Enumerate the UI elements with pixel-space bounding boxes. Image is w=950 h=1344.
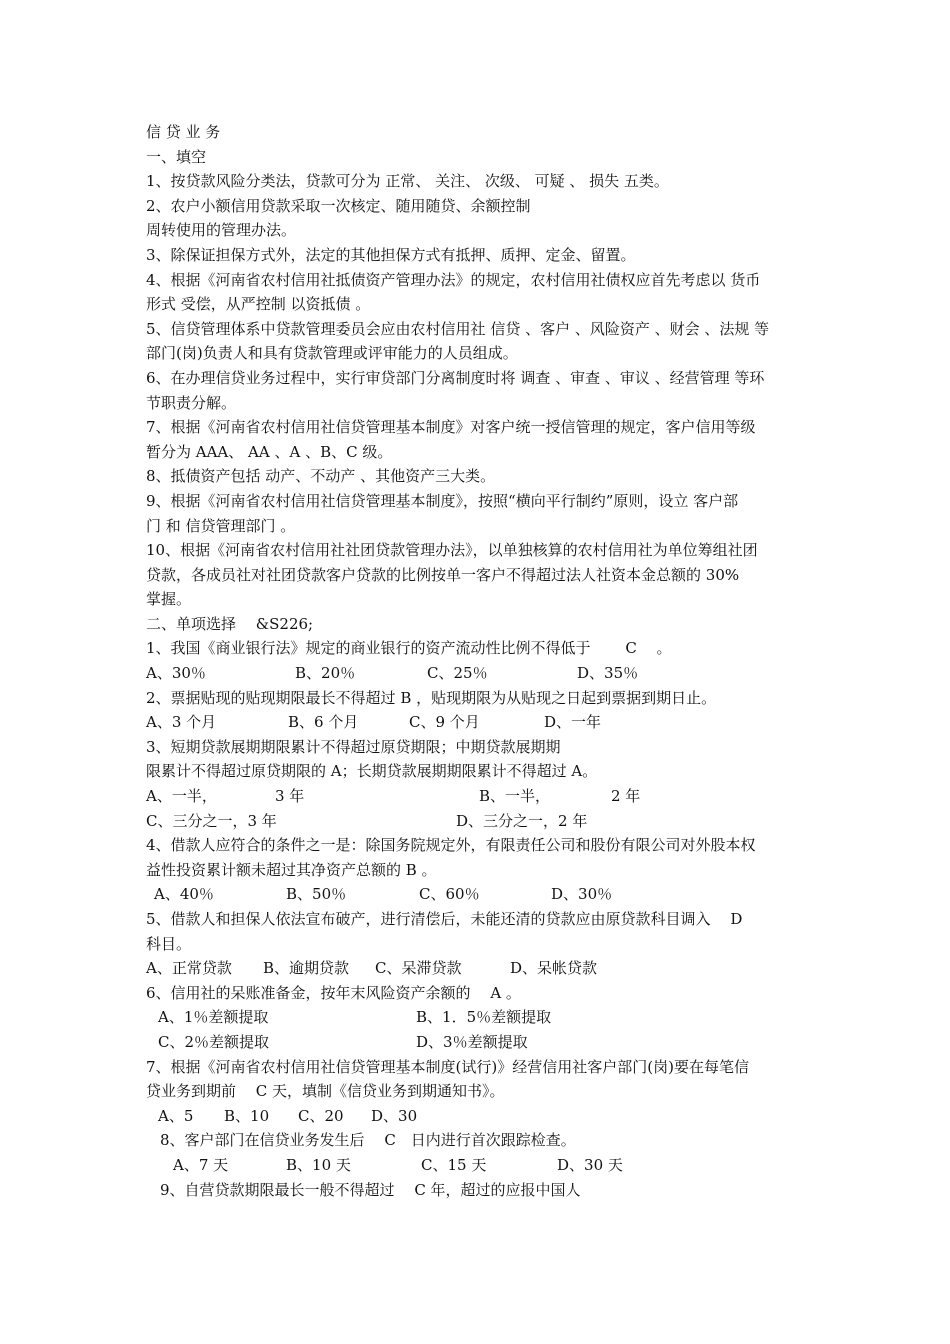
question-3-options (146, 784, 810, 809)
question-4-options (146, 882, 810, 907)
option: A、1％差额提取 (158, 1008, 269, 1027)
option: D、呆帐贷款 (510, 959, 598, 978)
question-1: 1、我国《商业银行法》规定的商业银行的资产流动性比例不得低于 C 。 (146, 639, 672, 658)
fill-line: 8、抵债资产包括 动产、不动产 、其他资产三大类。 (146, 467, 496, 486)
option: C、15 天 (421, 1155, 487, 1174)
fill-line: 掌握。 (146, 590, 192, 609)
option: D、30 天 (557, 1155, 623, 1174)
fill-line: 贷款，各成员社对社团贷款客户贷款的比例按单一客户不得超过法人社资本金总额的 30% (146, 565, 740, 584)
fill-line: 4、根据《河南省农村信用社抵债资产管理办法》的规定，农村信用社债权应首先考虑以 货币 (146, 270, 761, 289)
question-7: 贷业务到期前 C 天，填制《信贷业务到期通知书》。 (146, 1082, 505, 1101)
question-5: 5、借款人和担保人依法宣布破产，进行清偿后，未能还清的贷款应由原贷款科目调入 D (146, 910, 743, 928)
question-8-options (146, 1153, 810, 1178)
question-4: 益性投资累计额未超过其净资产总额的 B 。 (146, 860, 437, 879)
option: A、7 天 (173, 1155, 229, 1174)
question-2: 2、票据贴现的贴现期限最长不得超过 B ，贴现期限为从贴现之日起到票据到期日止。 (146, 688, 717, 707)
option: D、30 (371, 1106, 418, 1125)
fill-line: 10、根据《河南省农村信用社社团贷款管理办法》，以单独核算的农村信用社为单位筹组社团 (146, 541, 758, 560)
doc-title: 信 贷 业 务 (146, 123, 221, 141)
fill-line: 形式 受偿，从严控制 以资抵债 。 (146, 295, 371, 314)
option: C、20 (298, 1106, 344, 1125)
option: A、5 (158, 1106, 194, 1125)
fill-line: 3、除保证担保方式外，法定的其他担保方式有抵押、质押、定金、留置。 (146, 245, 636, 264)
fill-line: 部门(岗)负责人和具有贷款管理或评审能力的人员组成。 (146, 344, 518, 363)
question-2-options (146, 710, 810, 735)
option: A、30％ (146, 664, 206, 683)
option: B、10 天 (286, 1155, 351, 1174)
question-1-options (146, 661, 810, 686)
option: 3 年 (275, 787, 305, 806)
question-7: 7、根据《河南省农村信用社信贷管理基本制度(试行)》经营信用社客户部门(岗)要在每笔信 (146, 1057, 749, 1076)
fill-line: 6、在办理信贷业务过程中，实行审贷部门分离制度时将 调查 、审查 、审议 、经营管理 等环 (146, 368, 765, 387)
option: 2 年 (611, 787, 641, 806)
option: A、正常贷款 (146, 959, 232, 978)
section-heading-choice: 二、单项选择 &S226; (146, 614, 314, 633)
option: C、呆滞贷款 (375, 959, 462, 978)
question-3: 3、短期贷款展期期限累计不得超过原贷期限；中期贷款展期期 (146, 737, 561, 756)
question-6-options (146, 1005, 810, 1030)
option: B、一半， (479, 787, 551, 806)
option: C、2％差额提取 (158, 1032, 270, 1051)
option: C、三分之一，3 年 (146, 811, 277, 830)
option: A、40％ (154, 885, 214, 904)
question-3-options (146, 809, 810, 834)
fill-line: 7、根据《河南省农村信用社信贷管理基本制度》对客户统一授信管理的规定，客户信用等级 (146, 418, 756, 437)
question-6-options (146, 1030, 810, 1055)
section-heading-fill: 一、填空 (146, 147, 207, 166)
fill-line: 门 和 信贷管理部门 。 (146, 516, 296, 535)
fill-line: 1、按贷款风险分类法，贷款可分为 正常、 关注、 次级、 可疑 、 损失 五类。 (146, 172, 669, 191)
question-7-options (146, 1104, 810, 1129)
question-5: 科目。 (146, 934, 192, 953)
question-4: 4、借款人应符合的条件之一是：除国务院规定外，有限责任公司和股份有限公司对外股本权 (146, 836, 756, 855)
option: B、6 个月 (288, 713, 359, 732)
option: B、20％ (295, 664, 356, 683)
option: A、一半， (146, 787, 217, 806)
option: B、10 (224, 1106, 270, 1125)
option: C、25％ (427, 664, 488, 683)
fill-line: 周转使用的管理办法。 (146, 221, 297, 240)
fill-line: 9、根据《河南省农村信用社信贷管理基本制度》，按照“横向平行制约”原则，设立 客户部 (146, 491, 739, 510)
option: D、3％差额提取 (416, 1032, 528, 1051)
option: B、1．5％差额提取 (416, 1008, 552, 1027)
question-8: 8、客户部门在信贷业务发生后 C 日内进行首次跟踪检查。 (160, 1131, 576, 1150)
option: B、逾期贷款 (263, 959, 350, 978)
option: A、3 个月 (146, 713, 217, 732)
document-body (146, 120, 810, 1202)
option: D、35％ (577, 664, 639, 683)
question-9: 9、自营贷款期限最长一般不得超过 C 年，超过的应报中国人 (160, 1180, 581, 1199)
fill-line: 2、农户小额信用贷款采取一次核定、随用随贷、余额控制 (146, 196, 531, 215)
option: D、三分之一，2 年 (456, 811, 588, 830)
option: D、一年 (544, 713, 602, 732)
option: D、30％ (551, 885, 613, 904)
question-5-options (146, 956, 810, 981)
fill-line: 暂分为 AAA、 AA 、A 、B、C 级。 (146, 442, 393, 461)
option: B、50％ (286, 885, 347, 904)
question-6: 6、信用社的呆账准备金，按年末风险资产余额的 A 。 (146, 983, 521, 1002)
question-3: 限累计不得超过原贷期限的 A；长期贷款展期期限累计不得超过 A。 (146, 762, 598, 781)
option: C、9 个月 (409, 713, 480, 732)
option: C、60％ (419, 885, 480, 904)
fill-line: 5、信贷管理体系中贷款管理委员会应由农村信用社 信贷 、客户 、风险资产 、财会 、法规 等 (146, 319, 770, 338)
fill-line: 节职责分解。 (146, 393, 237, 412)
